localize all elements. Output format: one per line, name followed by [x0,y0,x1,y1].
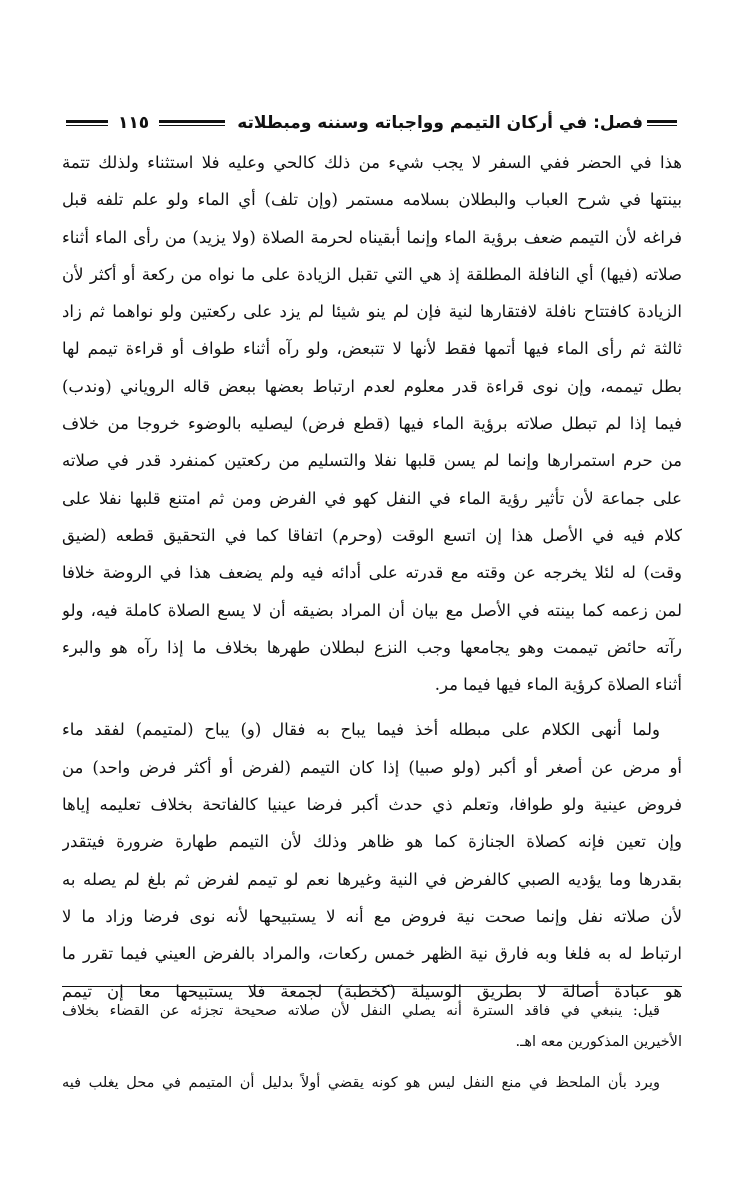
footnote-line: الأخيرين المذكورين معه اهـ. [515,1034,682,1050]
text-line: وإن تعين فإنه كصلاة الجنازة كما هو ظاهر وذلك لأن التيمم طهارة ضرورة فيتقدر [62,832,682,852]
chapter-title: فصل: في أركان التيمم وواجباته وسننه ومبطلاته [237,113,643,133]
text-line: الزيادة كافتتاح نافلة لافتقارها لنية فإن لم ينو شيئا لم يزد على ركعتين ولو نواهما ثم زاد [62,302,682,322]
header-rule-left [66,120,108,126]
text-line: كلام فيه في الأصل هذا إن اتسع الوقت (وحرم) اتفاقا كما في التحقيق قطعه (لضيق [62,525,682,545]
text-line: بقدرها وما يؤديه الصبي كالفرض في النية وغيرها نعم لو تيمم لفرض ثم بلغ لم يصله به [62,869,682,889]
text-line: هو عبادة أصالة لا بطريق الوسيلة (كخطبة) لجمعة فلا يستبيحها معا إن تيمم [62,981,682,1001]
text-line: وقت) له لئلا يخرجه عن وقته مع قدرته على أدائه فيه ولم يضعف هذا في الروضة خلافا [62,563,682,583]
page-number: ١١٥ [118,113,150,133]
text-line: على جماعة لأن تأثير رؤية الماء في النفل كهو في الفرض ومن ثم امتنع قلبها نفلا على [62,488,682,508]
text-line: هذا في الحضر ففي السفر لا يجب شيء من ذلك كالحي وعليه فلا استثناء ولذلك تتمة [62,153,682,172]
text-line: فراغه لأن التيمم ضعف برؤية الماء وإنما أبقيناه لحرمة الصلاة (ولا يزيد) من رأى الماء أثناء [62,227,682,247]
main-text [62,144,682,1010]
footnote-separator [62,986,682,987]
header-rule-middle [159,120,225,126]
text-line: من حرم استمرارها وإنما لم يسن قلبها نفلا والتسليم من ركعتين كمنفرد قدر في صلاته [62,451,682,471]
text-line: أو مرض عن أصغر أو أكبر (ولو صبيا) إذا كان التيمم (لفرض أو أكثر فرض واحد) من [62,757,682,777]
text-line: ثالثة ثم رأى الماء فيها أتمها فقط لأنها لا تتبعض، ولو رآه أثناء طواف أو قراءة تيمم لها [62,339,682,359]
text-line: لأن صلاته نفل وإنما صحت نية فروض مع أنه لا يستبيحها لأنه نوى فرضا وزاد ما لا [62,906,682,926]
text-line: لمن زعمه كما بينته في الأصل مع بيان أن المراد بضيقه أن لا يسع الصلاة كاملة فيه، ولو [62,600,682,620]
footnote-line: قيل: ينبغي في فاقد السترة أنه يصلي النفل لأن صلاته صحيحة تجزئه عن القضاء بخلاف [62,1003,660,1019]
paragraph-gap [62,703,682,711]
text-line: بطل تيممه، وإن نوى قراءة قدر معلوم لعدم ارتباط بعضها ببعض قاله الروياني (وندب) [62,376,682,396]
footnotes [62,996,682,1099]
footnote-line: ويرد بأن الملحظ في منع النفل ليس هو كونه يقضي أولاً بدليل أن المتيمم في محل يغلب فيه [62,1075,660,1091]
text-line: فروض عينية ولو طوافا، وتعلم ذي حدث أكبر فرضا عينيا كالفاتحة بخلاف تعليمه إياها [62,795,682,815]
running-header [62,106,681,140]
text-line: رآته حائض تيممت وهو يجامعها وجب النزع لبطلان طهرها بخلاف ما إذا رآه هو والبرء [62,637,682,657]
text-line: صلاته (فيها) أي النافلة المطلقة إذ هي التي تقبل الزيادة على ما نواه من ركعة أو أكثر لأن [62,264,682,284]
text-line: ارتباط له به فلغا وبه فارق نية الظهر خمس ركعات، والمراد بالفرض العيني فيما تقرر ما [62,944,682,964]
text-line: فيما إذا لم تبطل صلاته برؤية الماء فيها (قطع فرض) ليصليه بالوضوء خروجا من خلاف [62,414,682,434]
header-rule-right [647,120,677,126]
text-line: ولما أنهى الكلام على مبطله أخذ فيما يباح به فقال (و) يباح (لمتيمم) لفقد ماء [62,720,660,740]
footnote-gap [62,1058,682,1068]
text-line: بينتها في شرح العباب والبطلان بسلامه مستمر (وإن تلف) أي الماء ولو علم تلفه قبل [62,190,682,210]
text-line: أثناء الصلاة كرؤية الماء فيها فيما مر. [434,675,682,695]
